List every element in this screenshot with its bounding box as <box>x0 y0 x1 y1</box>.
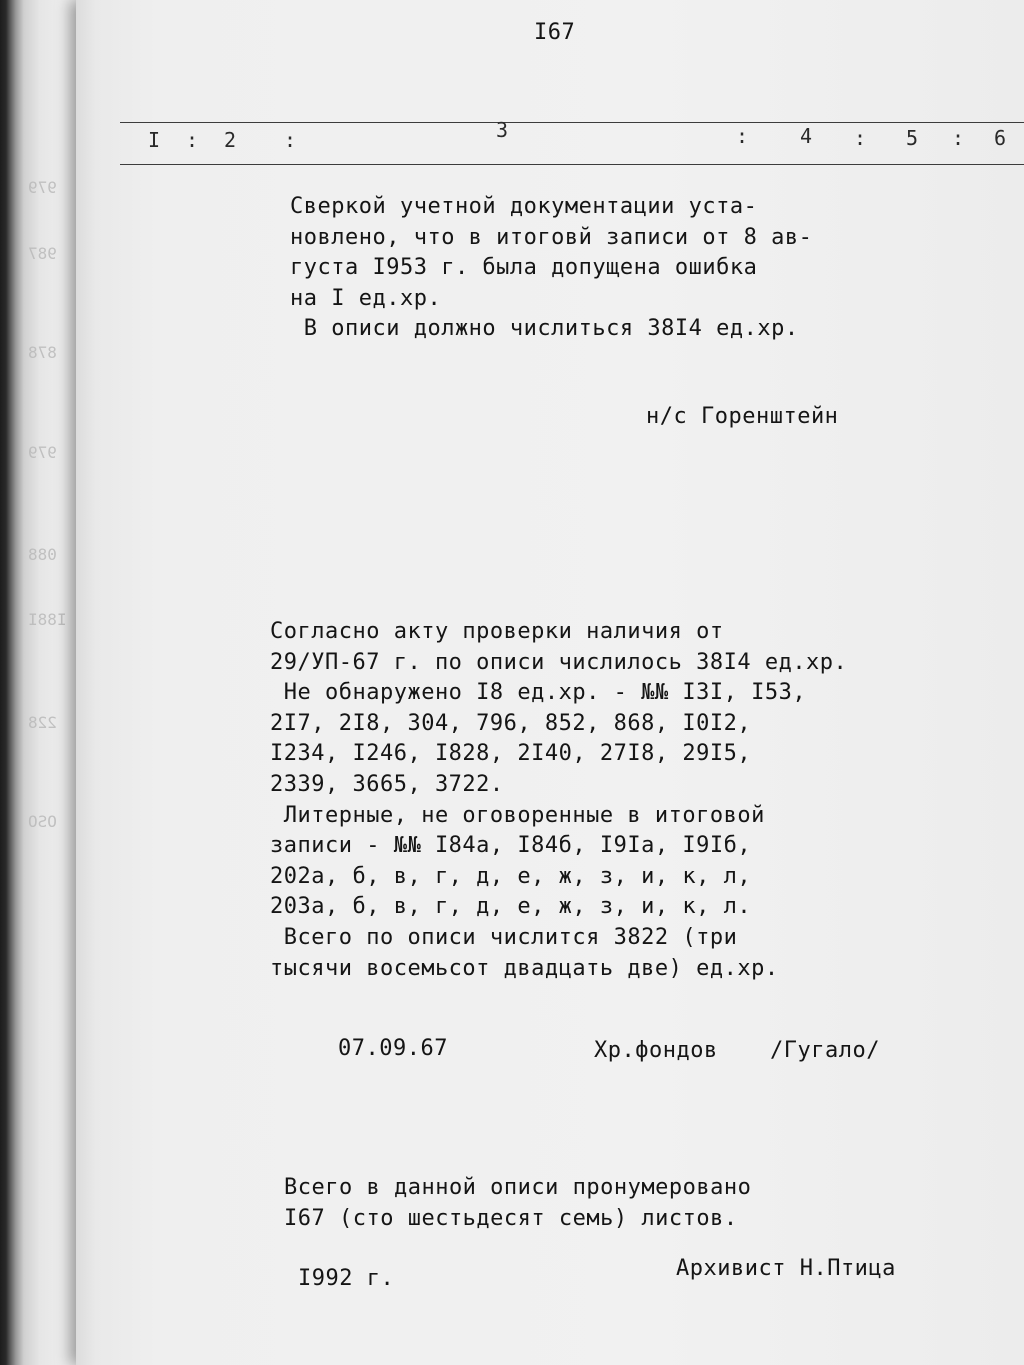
note-line: 202а, б, в, г, д, е, ж, з, и, к, л, <box>270 863 752 889</box>
note-line: тысячи восемьсот двадцать две) ед.хр. <box>270 955 779 981</box>
note-line: записи - №№ I84а, I84б, I9Iа, I9Iб, <box>270 833 752 859</box>
column-number: 3 <box>496 118 509 142</box>
note-line: Всего по описи числится 3822 (три <box>270 924 738 950</box>
note-line: Литерные, не оговоренные в итоговой <box>270 802 765 828</box>
header-rule-top <box>120 122 1024 123</box>
note-line: густа I953 г. была допущена ошибка <box>290 255 758 281</box>
note-line: I234, I246, I828, 2I40, 27I8, 29I5, <box>270 741 752 767</box>
note-date: 07.09.67 <box>338 1036 448 1061</box>
page-number: I67 <box>534 20 576 45</box>
note-line: 2339, 3665, 3722. <box>270 771 504 797</box>
column-separator: : <box>736 124 749 148</box>
column-separator: : <box>284 128 297 152</box>
note-line: Всего в данной описи пронумеровано <box>284 1175 752 1200</box>
note-line: новлено, что в итоговй записи от 8 ав- <box>290 224 813 250</box>
bleed-through-number: 979 <box>28 178 57 197</box>
note-line: 2I7, 2I8, 304, 796, 852, 868, I0I2, <box>270 710 752 736</box>
inventory-check-note <box>270 617 847 984</box>
note-line: 29/УП-67 г. по описи числилось 38I4 ед.хр. <box>270 649 848 675</box>
page-count-note <box>284 1173 751 1234</box>
bleed-through-number: 979 <box>28 443 57 462</box>
bleed-through-number: 088 <box>28 545 57 564</box>
note-line: I67 (сто шестьдесят семь) листов. <box>284 1205 738 1231</box>
column-number: 4 <box>800 124 813 148</box>
column-separator: : <box>952 126 965 150</box>
note-line: Сверкой учетной документации уста- <box>290 194 758 219</box>
note-line: на I ед.хр. <box>290 285 442 311</box>
column-number: I <box>148 128 161 152</box>
column-number: 6 <box>994 126 1007 150</box>
note-line: Не обнаружено I8 ед.хр. - №№ I3I, I53, <box>270 680 807 706</box>
note-line: В описи должно числиться 38I4 ед.хр. <box>290 316 799 342</box>
column-number: 2 <box>224 128 237 152</box>
bleed-through-number: 987 <box>28 244 57 263</box>
bleed-through-number: 878 <box>28 343 57 362</box>
note-line: 203а, б, в, г, д, е, ж, з, и, к, л. <box>270 894 752 920</box>
note-year: I992 г. <box>298 1266 395 1291</box>
signature-gorenshtein: н/с Горенштейн <box>646 404 839 429</box>
bleed-through-number: I88I <box>28 610 67 629</box>
document-page <box>76 0 1024 1365</box>
column-separator: : <box>186 128 199 152</box>
note-line: Согласно акту проверки наличия от <box>270 619 724 644</box>
bleed-through-number: OSO <box>28 812 57 831</box>
signature-archivist: Архивист Н.Птица <box>676 1256 896 1281</box>
reconciliation-note <box>290 192 812 345</box>
signature-gugalo: /Гугало/ <box>770 1038 880 1063</box>
signer-position: Хр.фондов <box>594 1038 718 1063</box>
column-number: 5 <box>906 126 919 150</box>
header-rule-bottom <box>120 164 1024 165</box>
bleed-through-number: 228 <box>28 713 57 732</box>
column-separator: : <box>854 126 867 150</box>
